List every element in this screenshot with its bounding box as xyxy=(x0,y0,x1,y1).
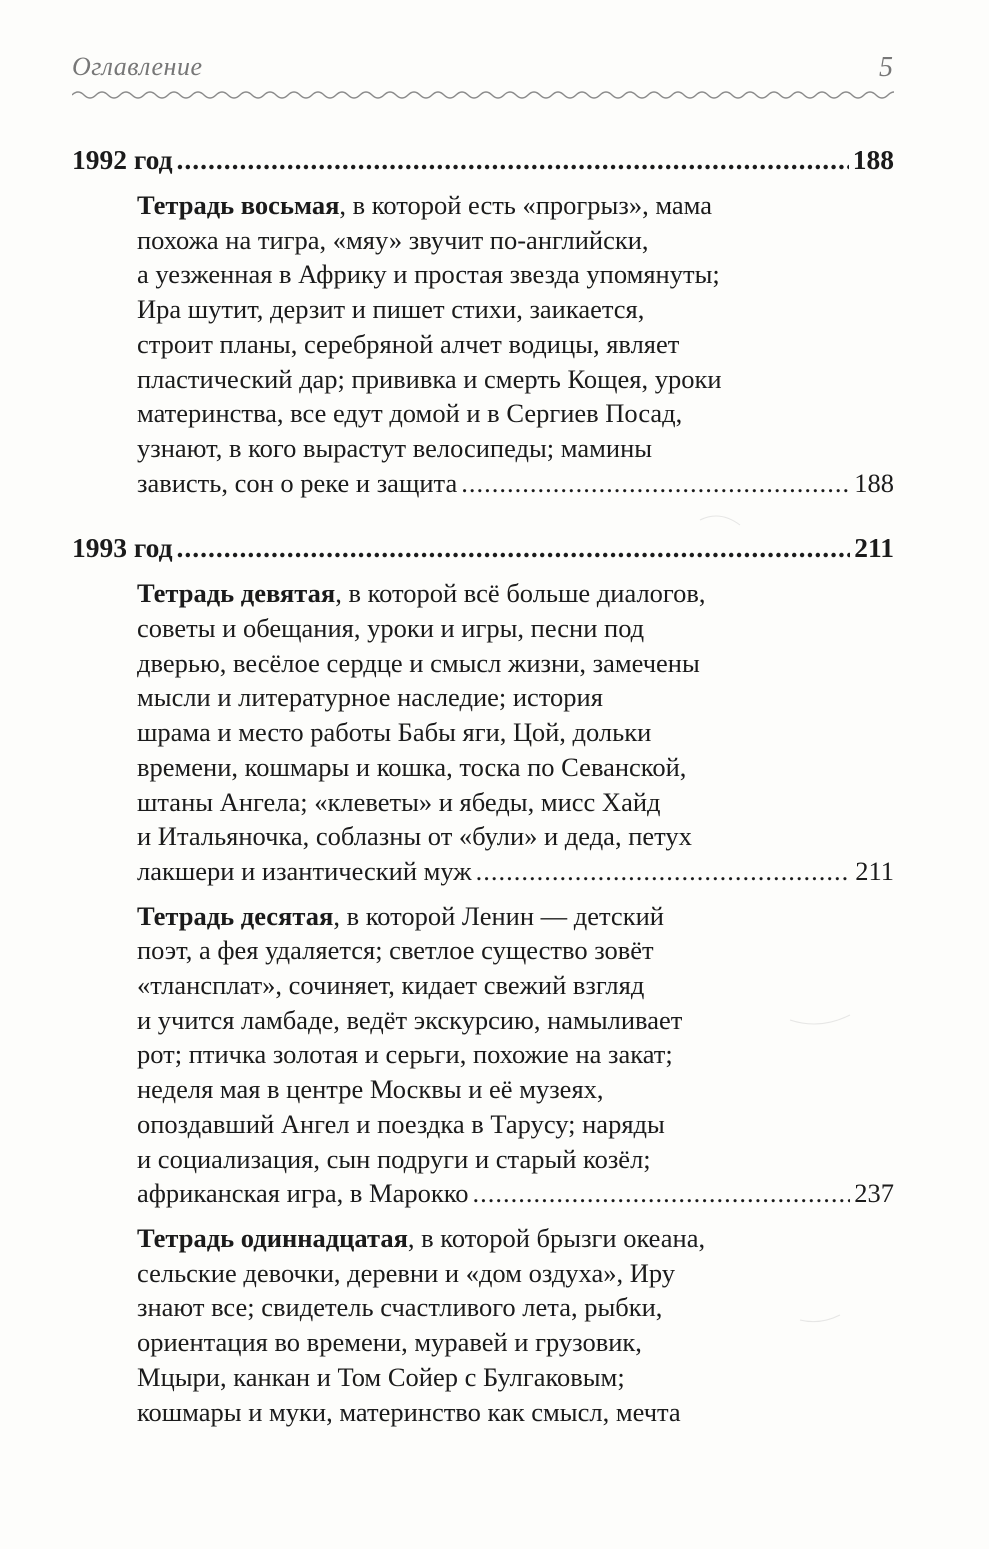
toc-entry[interactable] xyxy=(137,188,894,500)
entry-text-line: , в которой Ленин — детский xyxy=(333,900,664,931)
toc-year-page: 188 xyxy=(852,144,894,175)
entry-last-line xyxy=(137,1176,894,1211)
entry-first-line xyxy=(137,188,894,223)
entry-text-line: опоздавший Ангел и поездка в Тарусу; наряды xyxy=(137,1108,665,1139)
entry-text-line: ориентация во времени, муравей и грузовик, xyxy=(137,1327,642,1358)
entry-text-line: похожа на тигра, «мяу» звучит по-английски, xyxy=(137,224,649,255)
entry-text-line: лакшери и изантический муж xyxy=(137,855,472,886)
entry-text-line: африканская игра, в Марокко xyxy=(137,1178,469,1209)
entry-title: Тетрадь одиннадцатая xyxy=(137,1222,408,1253)
entry-text-line: дверью, весёлое сердце и смысл жизни, замечены xyxy=(137,647,700,678)
entry-text-line: штаны Ангела; «клеветы» и ябеды, мисс Хайд xyxy=(137,786,661,817)
toc-year-label: 1992 год xyxy=(72,144,173,175)
entry-last-line xyxy=(137,854,894,889)
toc-entry[interactable] xyxy=(137,899,894,1211)
entry-text-line: и социализация, сын подруги и старый козёл; xyxy=(137,1143,651,1174)
entry-first-line xyxy=(137,899,894,934)
entry-text-line: строит планы, серебряной алчет водицы, являет xyxy=(137,328,680,359)
toc-year-row[interactable] xyxy=(72,530,894,566)
entry-text-line: Мцыри, канкан и Том Сойер с Булгаковым; xyxy=(137,1361,625,1392)
entry-title: Тетрадь восьмая xyxy=(137,190,340,220)
entry-text-line: а уезженная в Африку и простая звезда упомянуты; xyxy=(137,259,720,290)
entry-text-line: Ира шутит, дерзит и пишет стихи, заикается, xyxy=(137,294,645,325)
decorative-wavy-rule xyxy=(72,88,894,102)
entry-title: Тетрадь девятая xyxy=(137,578,336,609)
toc-year-row[interactable] xyxy=(72,142,894,178)
dot-leader xyxy=(473,1176,851,1211)
entry-text-line: неделя мая в центре Москвы и её музеях, xyxy=(137,1074,604,1105)
entry-text-line: , в которой есть «прогрыз», мама xyxy=(339,190,713,220)
entry-text-line: советы и обещания, уроки и игры, песни под xyxy=(137,613,645,644)
entry-text-line: зависть, сон о реке и защита xyxy=(137,467,458,498)
page-number: 5 xyxy=(879,52,893,83)
dot-leader xyxy=(461,466,850,501)
entry-text-line: «тлансплат», сочиняет, кидает свежий взгляд xyxy=(137,970,645,1001)
table-of-contents xyxy=(72,142,894,1429)
entry-page: 237 xyxy=(854,1178,894,1209)
entry-title: Тетрадь десятая xyxy=(137,900,334,931)
entry-text-line: , в которой всё больше диалогов, xyxy=(335,578,706,609)
entry-last-line xyxy=(137,466,894,501)
toc-entry[interactable] xyxy=(137,1221,894,1429)
entry-first-line xyxy=(137,576,894,611)
entry-text-line: сельские девочки, деревни и «дом оздуха», Иру xyxy=(137,1257,675,1288)
entry-text-line: времени, кошмары и кошка, тоска по Севанской, xyxy=(137,751,687,782)
dot-leader xyxy=(476,854,852,889)
entry-text-line: кошмары и муки, материнство как смысл, мечта xyxy=(137,1396,681,1427)
dot-leader xyxy=(177,530,851,566)
entry-text-line: шрама и место работы Бабы яги, Цой, дольки xyxy=(137,717,652,748)
entry-text-line: узнают, в кого вырастут велосипеды; мамины xyxy=(137,432,653,463)
running-head xyxy=(72,52,893,92)
entry-text-line: пластический дар; прививка и смерть Кощея, уроки xyxy=(137,363,722,394)
entry-text-line: рот; птичка золотая и серьги, похожие на закат; xyxy=(137,1039,673,1070)
toc-year-label: 1993 год xyxy=(72,532,173,564)
dot-leader xyxy=(177,142,849,178)
section-title: Оглавление xyxy=(72,52,203,81)
entry-page: 188 xyxy=(854,467,894,498)
entry-first-line xyxy=(137,1221,894,1256)
entry-text-line: , в которой брызги океана, xyxy=(407,1222,706,1253)
toc-year-page: 211 xyxy=(854,532,894,564)
toc-entry[interactable] xyxy=(137,576,894,888)
entry-text-line: мысли и литературное наследие; история xyxy=(137,682,603,713)
entry-text-line: и учится ламбаде, ведёт экскурсию, намыливает xyxy=(137,1004,683,1035)
entry-text-line: знают все; свидетель счастливого лета, рыбки, xyxy=(137,1292,663,1323)
entry-text-line: поэт, а фея удаляется; светлое существо зовёт xyxy=(137,935,654,966)
entry-text-line: и Итальяночка, соблазны от «були» и деда, петух xyxy=(137,821,692,852)
entry-text-line: материнства, все едут домой и в Сергиев Посад, xyxy=(137,398,683,429)
entry-page: 211 xyxy=(855,855,894,886)
